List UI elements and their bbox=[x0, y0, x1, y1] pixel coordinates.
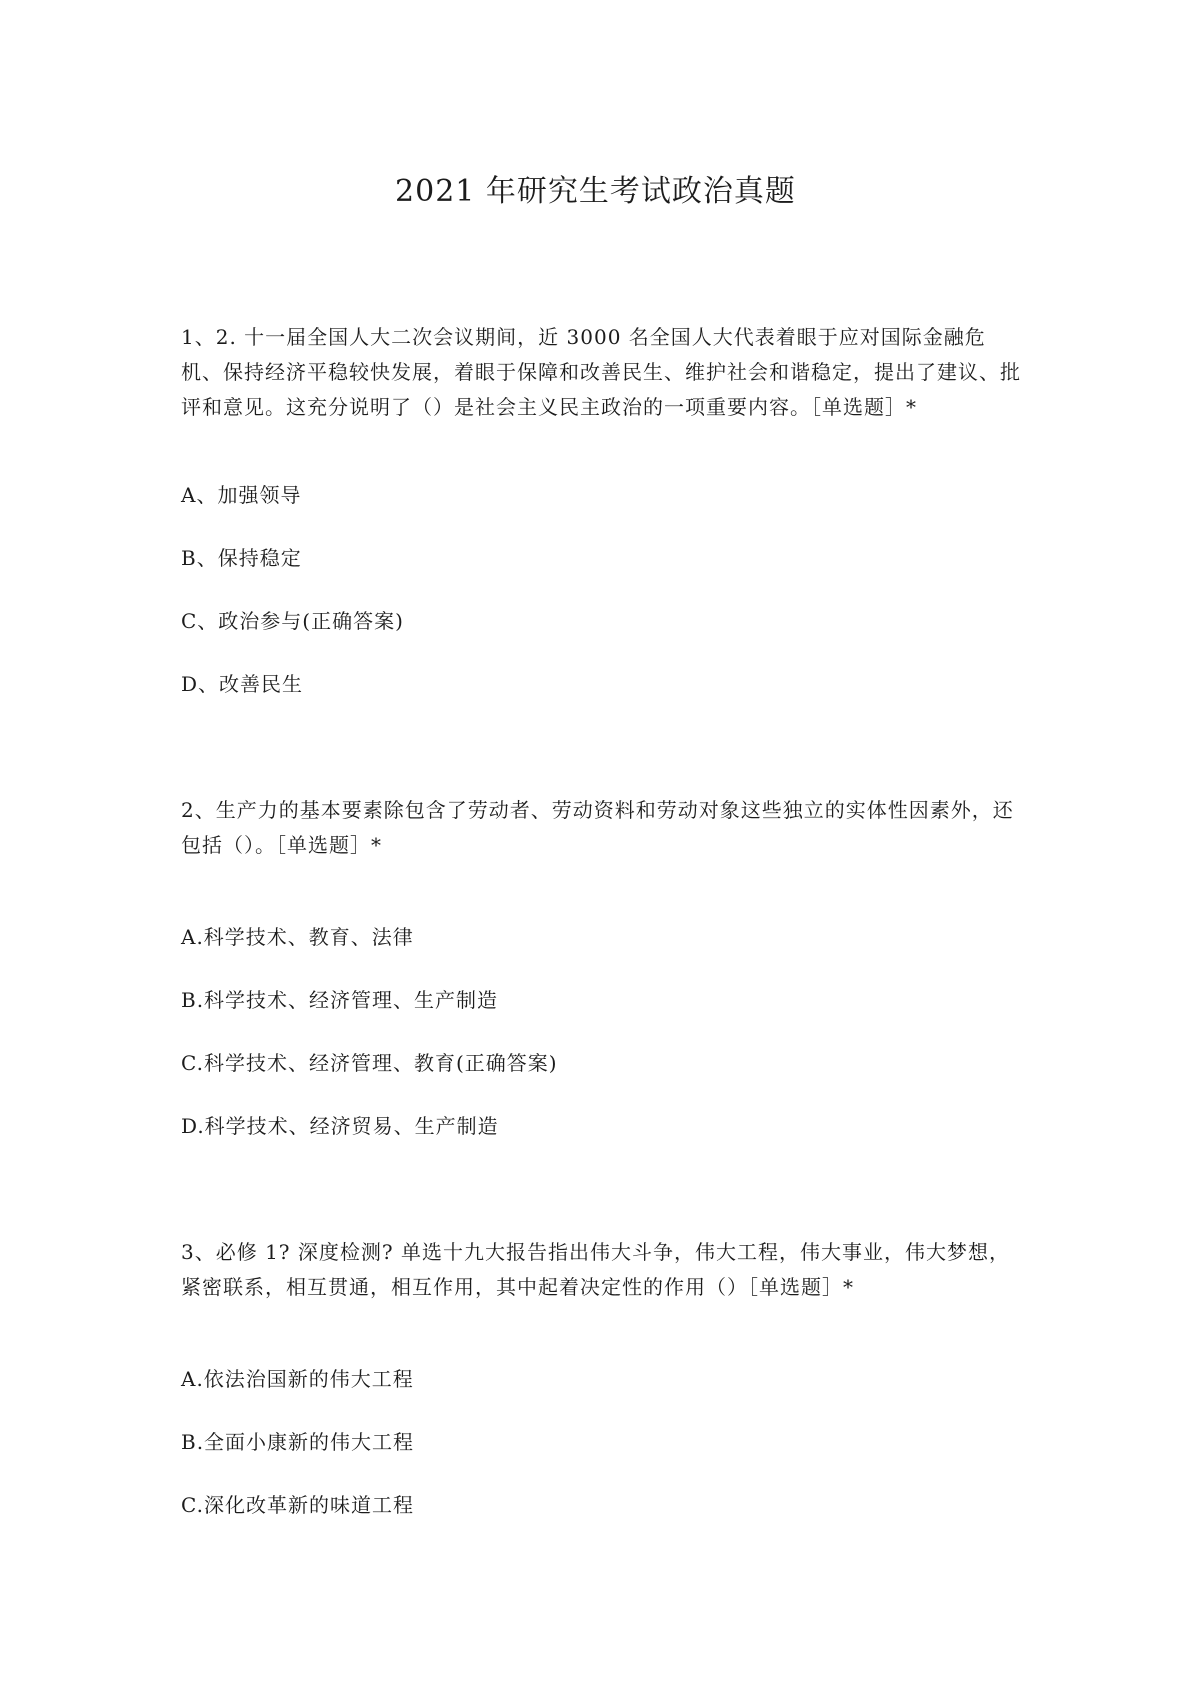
question-2-option-b: B.科学技术、经济管理、生产制造 bbox=[181, 988, 499, 1012]
question-1-stem: 1、2. 十一届全国人大二次会议期间，近 3000 名全国人大代表着眼于应对国际金融危机、保持经济平稳较快发展，着眼于保障和改善民生、维护社会和谐稳定，提出了建议、批评和意见。这充分说明了（）是社会主义民主政治的一项重要内容。［单选题］* bbox=[181, 325, 1021, 419]
question-2-stem: 2、生产力的基本要素除包含了劳动者、劳动资料和劳动对象这些独立的实体性因素外，还包括（）。［单选题］* bbox=[181, 798, 1014, 857]
question-3-option-c: C.深化改革新的味道工程 bbox=[181, 1493, 414, 1517]
page-title: 2021 年研究生考试政治真题 bbox=[395, 174, 796, 209]
question-3-stem: 3、必修 1? 深度检测? 单选十九大报告指出伟大斗争，伟大工程，伟大事业，伟大梦想，紧密联系，相互贯通，相互作用，其中起着决定性的作用（）［单选题］* bbox=[181, 1240, 1010, 1299]
question-1-option-b: B、保持稳定 bbox=[181, 546, 302, 570]
question-3-option-a: A.依法治国新的伟大工程 bbox=[181, 1367, 414, 1391]
question-2-option-a: A.科学技术、教育、法律 bbox=[181, 925, 414, 949]
question-1-option-a: A、加强领导 bbox=[181, 483, 302, 507]
question-3-option-b: B.全面小康新的伟大工程 bbox=[181, 1430, 415, 1454]
question-1-option-c: C、政治参与(正确答案) bbox=[181, 609, 404, 633]
question-2-option-d: D.科学技术、经济贸易、生产制造 bbox=[181, 1114, 499, 1138]
question-1-option-d: D、改善民生 bbox=[181, 672, 304, 696]
question-2-option-c: C.科学技术、经济管理、教育(正确答案) bbox=[181, 1051, 558, 1075]
